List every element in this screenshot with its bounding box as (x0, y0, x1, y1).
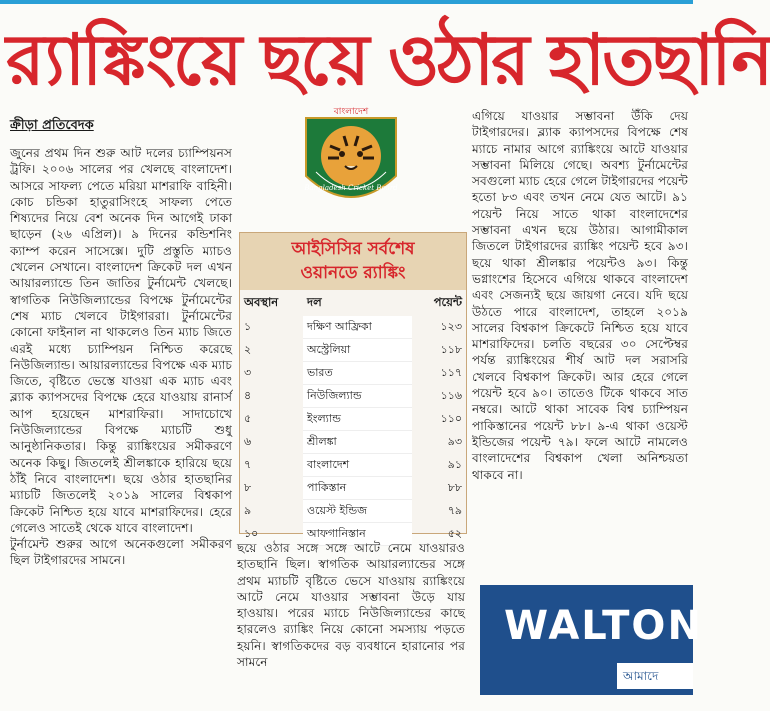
rank-points: ৫২ (447, 526, 462, 540)
bcb-logo (292, 106, 410, 218)
article-column-3 (472, 108, 688, 568)
rank-points: ৭৯ (447, 503, 462, 517)
rank-team: নিউজিল্যান্ড (303, 385, 412, 408)
ranking-title (240, 233, 466, 290)
ranking-table-box (239, 232, 467, 540)
tiger-emblem-icon (292, 106, 410, 218)
ranking-title-line2: ওয়ানডে র‌্যাঙ্কিং (300, 263, 406, 283)
rank-team: ইংল্যান্ড (303, 408, 412, 431)
article-paragraph: এগিয়ে যাওয়ার সম্ভাবনা উঁকি দেয় টাইগারদের। ব্ল্যাক ক্যাপসদের বিপক্ষে শেষ ম্যাচে নামার আগে র‌্যাঙ্কিংয়ে আটে যাওয়ার সম্ভাবনা মিলিয়ে গেছে। অবশ্য টুর্নামেন্টের সবগুলো ম্যাচ হেরে গেলে টাইগারদের পয়েন্ট হতো ৮৩ এবং তখন নেমে যেত আটে। ৯১ পয়েন্ট নিয়ে সাতে থাকা বাংলাদেশের সম্ভাবনা এখন ছয়ে উঠার। আগামীকাল জিতলে টাইগারদের র‌্যাঙ্কিং পয়েন্ট হবে ৯৩। ছয়ে থাকা শ্রীলঙ্কার পয়েন্টও ৯৩। কিন্তু ভগ্নাংশের হিসেবে এগিয়ে থাকবে বাংলাদেশ এবং সেজন্যই ছয়ে জায়গা নেবে। যদি ছয়ে উঠতে পারে বাংলাদেশ, তাহলে ২০১৯ সালের বিশ্বকাপ ক্রিকেটে নিশ্চিত হয়ে যাবে মাশরাফিদের। চলতি বছরের ৩০ সেপ্টেম্বর পর্যন্ত র‌্যাঙ্কিংয়ের শীর্ষ আট দল সরাসরি খেলবে বিশ্বকাপ ক্রিকেট। আর হেরে গেলে পয়েন্ট হবে ৯০। তাতেও টিকে থাকবে সাত নম্বরে। আটে থাকা সাবেক বিশ্ব চ্যাম্পিয়ন পাকিস্তানের পয়েন্ট ৮৮। ৯-এ থাকা ওয়েস্ট ইন্ডিজের পয়েন্ট ৭৯। ফলে আটে নামলেও বাংলাদেশের বিশ্বকাপ খেলা অনিশ্চয়তা থাকবে না। (472, 109, 688, 482)
logo-top-text: বাংলাদেশ (333, 107, 369, 117)
rank-position: ১০ (244, 526, 259, 540)
ranking-table (240, 290, 466, 546)
table-row (240, 316, 466, 339)
rank-position: ২ (244, 342, 252, 356)
table-row (240, 385, 466, 408)
rank-points: ৯৩ (447, 434, 462, 448)
byline: ক্রীড়া প্রতিবেদক (10, 118, 94, 133)
table-row (240, 477, 466, 500)
article-paragraph: জুনের প্রথম দিন শুরু আট দলের চ্যাম্পিয়নস ট্রফি। ২০০৬ সালের পর খেলছে বাংলাদেশ। আসরে সাফল্য পেতে মরিয়া মাশরাফি বাহিনী। কোচ চন্ডিকা হাতুরাসিংহে সাফল্য পেতে শিষ্যদের নিয়ে বেশ অনেক দিন আগেই ঢাকা ছাড়েন (২৬ এপ্রিল)। ৯ দিনের কন্ডিশনিং ক্যাম্প করেন সাসেক্সে। দুটি প্রস্তুতি ম্যাচও খেলেন সেখানে। বাংলাদেশ ক্রিকেট দল এখন আয়ারল্যান্ডে তিন জাতির টুর্নামেন্ট খেলছে। স্বাগতিক নিউজিল্যান্ডের বিপক্ষে টুর্নামেন্টের শেষ ম্যাচ খেলবে টাইগাররা। টুর্নামেন্টের কোনো ফাইনাল না থাকলেও তিন ম্যাচ জিতে এরই মধ্যে চ্যাম্পিয়ন নিশ্চিত করেছে নিউজিল্যান্ড। আয়ারল্যান্ডের বিপক্ষে এক ম্যাচ জিতে, বৃষ্টিতে ভেস্তে যাওয়া এক ম্যাচ এবং ব্ল্যাক ক্যাপসদের বিপক্ষে হেরে যাওয়ায় রানার্স আপ হয়েছেন মাশরাফিরা। সাদাচোখে নিউজিল্যান্ডের বিপক্ষে ম্যাচটি শুধু আনুষ্ঠানিকতার। কিন্তু র‌্যাঙ্কিংয়ের সমীকরণে অনেক কিছু। জিতলেই শ্রীলঙ্কাকে হারিয়ে ছয়ে ঠাঁই নিবে বাংলাদেশ। ছয়ে ওঠার হাতছানির ম্যাচটি জিতলেই ২০১৯ সালের বিশ্বকাপ ক্রিকেট নিশ্চিত হয়ে যাবে মাশরাফিদের। হেরে গেলেও সাতেই থেকে যাবে বাংলাদেশ। (10, 146, 232, 535)
table-row (240, 500, 466, 523)
walton-advertisement[interactable] (480, 585, 703, 695)
article-paragraph: টুর্নামেন্ট শুরুর আগে অনেকগুলো সমীকরণ ছিল টাইগারদের সামনে। (10, 537, 232, 568)
table-row (240, 339, 466, 362)
rank-team: পাকিস্তান (303, 477, 412, 500)
rank-position: ৬ (244, 434, 252, 448)
rank-team: বাংলাদেশ (303, 454, 412, 477)
rank-position: ৫ (244, 411, 252, 425)
rank-points: ৯১ (447, 457, 462, 471)
header-position: অবস্থান (244, 295, 279, 309)
ranking-title-line1: আইসিসির সর্বশেষ (291, 239, 415, 259)
logo-ring-text: Bangladesh Cricket Board (304, 184, 398, 192)
rank-team: ভারত (303, 362, 412, 385)
rank-team: অস্ট্রেলিয়া (303, 339, 412, 362)
rank-team: শ্রীলঙ্কা (303, 431, 412, 454)
rank-position: ৯ (244, 503, 252, 517)
article-paragraph: ছয়ে ওঠার সঙ্গে সঙ্গে আটে নেমে যাওয়ারও হাতছানি ছিল। স্বাগতিক আয়ারল্যান্ডের সঙ্গে প্রথম ম্যাচটি বৃষ্টিতে ভেসে যাওয়ায় র‌্যাঙ্কিংয়ে আটে নেমে যাওয়ার সম্ভাবনা উড়ে যায় হাওয়ায়। পরের ম্যাচে নিউজিল্যান্ডের কাছে হারলেও র‌্যাঙ্কিং নিয়ে কোনো সমস্যায় পড়তে হয়নি। স্বাগতিকদের বড় ব্যবধানে হারানোর পর সামনে (237, 541, 465, 670)
rank-points: ১১৮ (440, 342, 462, 356)
article-column-1 (10, 145, 232, 707)
top-rule (0, 0, 693, 4)
table-row (240, 362, 466, 385)
rank-position: ৪ (244, 388, 252, 402)
article-column-2 (237, 540, 465, 708)
rank-points: ৮৮ (447, 480, 462, 494)
rank-team: দক্ষিণ আফ্রিকা (303, 316, 412, 339)
rank-points: ১১৬ (440, 388, 462, 402)
rank-position: ৭ (244, 457, 252, 471)
ranking-header-row (240, 290, 466, 316)
rank-points: ১২৩ (440, 319, 462, 333)
rank-points: ১১০ (440, 411, 462, 425)
rank-position: ৮ (244, 480, 252, 494)
rank-position: ৩ (244, 365, 252, 379)
ad-tagline: আমাদে (617, 663, 693, 689)
header-points: পয়েন্ট (433, 295, 462, 309)
table-row (240, 408, 466, 431)
rank-team: ওয়েস্ট ইন্ডিজ (303, 500, 412, 523)
headline: র‌্যাঙ্কিংয়ে ছয়ে ওঠার হাতছানি (6, 19, 770, 101)
rank-team: আফগানিস্তান (303, 523, 412, 546)
table-row (240, 454, 466, 477)
table-row (240, 431, 466, 454)
ad-brand: WALTON (504, 603, 703, 649)
rank-points: ১১৭ (440, 365, 462, 379)
rank-position: ১ (244, 319, 252, 333)
header-team: দল (307, 295, 322, 309)
